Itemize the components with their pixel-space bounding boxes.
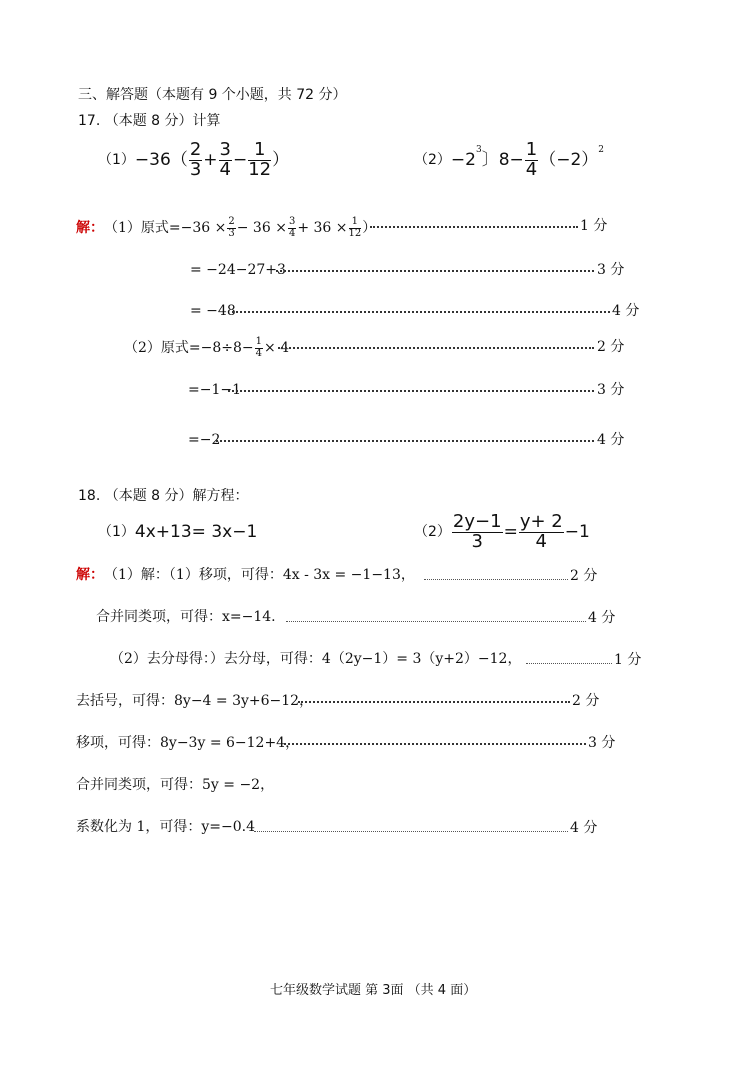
q17-sol-l1-frac-2: $\frac{3}{4}$ bbox=[288, 216, 296, 239]
q18-sol-l1-text: （1）解：（1）移项，可得：4x - 3x = −1−13， bbox=[104, 567, 415, 583]
leader-dots bbox=[424, 579, 568, 580]
q17-p1-label: （1） bbox=[98, 152, 135, 168]
q17-sol-l4-prefix: （2）原式=−8÷8− bbox=[124, 340, 254, 356]
q18-solution-line-4: 去括号，可得：8y−4 = 3y+6−12， bbox=[76, 693, 314, 709]
q17-solution-line-6: =−2 bbox=[188, 432, 221, 448]
q17-p2-mid: 〕8− bbox=[481, 149, 524, 170]
leader-dots bbox=[526, 663, 612, 664]
q18-part1-problem bbox=[98, 520, 257, 544]
leader-dots bbox=[232, 311, 610, 313]
q17-p1-frac-2: $\frac{3}{4}$ bbox=[219, 138, 231, 180]
q17-p2-exp2: 2 bbox=[598, 145, 605, 155]
q17-solution-line-2: = −24−27+3 bbox=[190, 262, 286, 278]
q17-sol-l1-prefix: （1）原式=−36 × bbox=[104, 220, 227, 236]
q18-p2-frac-1: $\frac{2y-1}{3}$ bbox=[452, 510, 502, 552]
q17-p1-frac-3: $\frac{1}{12}$ bbox=[248, 138, 272, 180]
q17-part2-problem bbox=[414, 138, 604, 182]
q17-sol-l1-mid2: + 36 × bbox=[297, 220, 348, 236]
q17-p2-neg2: −2） bbox=[556, 149, 599, 170]
q18-sol-l1-score: 2 分 bbox=[570, 568, 598, 584]
q18-solution-line-3: （2）去分母得：）去分母，可得：4（2y−1）= 3（y+2）−12， bbox=[110, 651, 522, 667]
leader-dots bbox=[276, 270, 594, 272]
q17-p1-plus: + bbox=[203, 149, 218, 170]
q17-p2-paren: （ bbox=[539, 149, 557, 170]
q17-p1-paren: （ bbox=[170, 149, 188, 170]
q17-sol-l6-score: 4 分 bbox=[597, 432, 625, 448]
q18-jie-label: 解： bbox=[76, 567, 104, 583]
q18-p2-equals: = bbox=[503, 521, 518, 542]
q18-sol-l3-score: 1 分 bbox=[614, 652, 642, 668]
q17-sol-l1-mid1: − 36 × bbox=[236, 220, 287, 236]
section-heading: 三、解答题（本题有 9 个小题，共 72 分） bbox=[78, 87, 347, 103]
q17-sol-l3-score: 4 分 bbox=[612, 303, 640, 319]
q18-sol-l7-score: 4 分 bbox=[570, 820, 598, 836]
q17-solution-line-5: =−1−1 bbox=[188, 382, 242, 398]
q18-sol-l5-score: 3 分 bbox=[588, 735, 616, 751]
q18-solution-line-5: 移项，可得：8y−3y = 6−12+4， bbox=[76, 735, 300, 751]
leader-dots bbox=[216, 440, 594, 442]
q17-p2-base: −2 bbox=[450, 149, 476, 170]
q17-sol-l4-frac: $\frac{1}{4}$ bbox=[255, 336, 263, 359]
q18-sol-l4-score: 2 分 bbox=[572, 693, 600, 709]
q17-p2-label: （2） bbox=[414, 152, 451, 168]
q17-solution-line-3: = −48 bbox=[190, 303, 236, 319]
q17-sol-l1-end: ） bbox=[362, 220, 377, 236]
leader-dots bbox=[278, 347, 594, 349]
page-footer: 七年级数学试题 第 3面 （共 4 面） bbox=[270, 983, 477, 998]
q18-solution-line-1 bbox=[76, 568, 415, 582]
q17-sol-l1-frac-3: $\frac{1}{12}$ bbox=[348, 216, 362, 239]
q17-sol-l5-score: 3 分 bbox=[597, 382, 625, 398]
q18-p2-end: −1 bbox=[564, 521, 590, 542]
leader-dots bbox=[228, 390, 594, 392]
leader-dots bbox=[284, 743, 586, 745]
q17-sol-l2-score: 3 分 bbox=[597, 262, 625, 278]
q18-title: 18. （本题 8 分）解方程： bbox=[78, 488, 249, 504]
q17-part1-problem bbox=[98, 138, 289, 182]
q17-p1-frac-1: $\frac{2}{3}$ bbox=[189, 138, 202, 180]
q17-sol-l1-frac-1: $\frac{2}{3}$ bbox=[228, 216, 235, 239]
q18-p1-expr: 4x+13= 3x−1 bbox=[134, 521, 258, 542]
leader-dots bbox=[370, 226, 578, 228]
q18-solution-line-7: 系数化为 1，可得：y=−0.4 bbox=[76, 819, 255, 835]
q17-p1-coef: −36 bbox=[134, 149, 171, 170]
q18-sol-l2-score: 4 分 bbox=[588, 610, 616, 626]
q17-sol-l1-score: 1 分 bbox=[580, 218, 608, 234]
leader-dots bbox=[298, 701, 570, 703]
q18-solution-line-2: 合并同类项，可得：x=−14. bbox=[96, 609, 276, 625]
leader-dots bbox=[254, 831, 568, 832]
q17-solution-line-4 bbox=[124, 333, 289, 363]
q17-jie-label: 解： bbox=[76, 220, 104, 236]
q17-sol-l4-score: 2 分 bbox=[597, 339, 625, 355]
q17-solution-line-1 bbox=[76, 213, 376, 243]
q18-p1-label: （1） bbox=[98, 524, 135, 540]
q18-p2-frac-2: $\frac{y+ 2}{4}$ bbox=[519, 510, 563, 552]
q17-p2-exp1: 3 bbox=[475, 145, 482, 155]
q17-sol-l4-end: × 4 bbox=[264, 340, 290, 356]
q18-part2-problem bbox=[414, 508, 590, 556]
q17-p1-minus: − bbox=[232, 149, 248, 170]
q17-title: 17. （本题 8 分）计算 bbox=[78, 113, 221, 129]
q18-solution-line-6: 合并同类项，可得：5y = −2， bbox=[76, 777, 275, 793]
leader-dots bbox=[286, 621, 586, 622]
q18-p2-label: （2） bbox=[414, 524, 451, 540]
q17-p1-close: ） bbox=[272, 149, 290, 170]
q17-p2-frac: $\frac{1}{4}$ bbox=[525, 138, 538, 180]
